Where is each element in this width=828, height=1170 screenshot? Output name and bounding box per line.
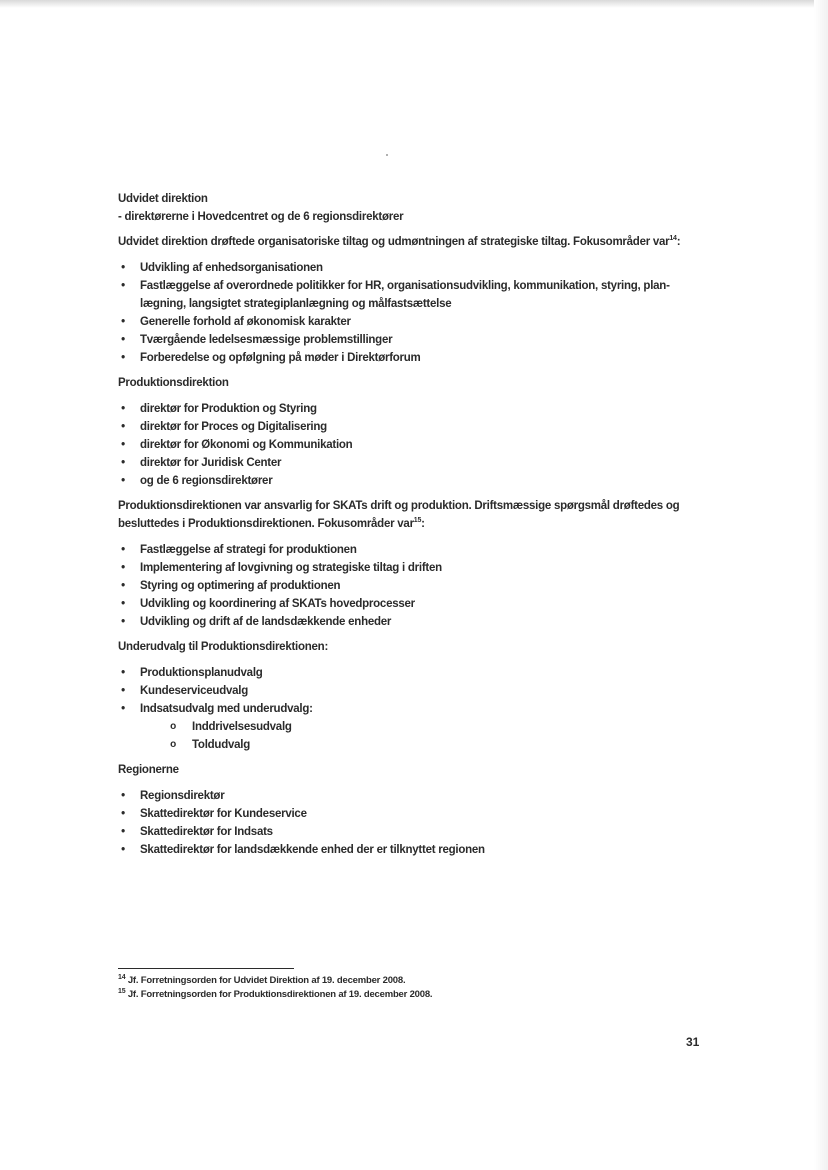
list-item <box>118 787 718 805</box>
bullet-icon: • <box>121 403 125 415</box>
list-item-text: Skattedirektør for Indsats <box>140 826 273 838</box>
bullet-icon: • <box>121 439 125 451</box>
list-item <box>118 349 718 367</box>
bullet-icon: • <box>121 475 125 487</box>
circle-bullet-icon: o <box>170 739 176 750</box>
list-item <box>118 559 718 577</box>
list-item-text: direktør for Juridisk Center <box>140 457 282 469</box>
bullet-icon: • <box>121 703 125 715</box>
scan-edge-top <box>0 0 828 8</box>
bullet-icon: • <box>121 790 125 802</box>
footnote-text: Jf. Forretningsorden for Produktionsdirektionen af 19. december 2008. <box>125 989 433 1000</box>
list-item <box>118 400 718 418</box>
sub-list-item <box>118 736 718 754</box>
list-item <box>118 805 718 823</box>
bullet-icon: • <box>121 808 125 820</box>
list-item-text: Skattedirektør for Kundeservice <box>140 808 307 820</box>
list-item-text: Forberedelse og opfølgning på møder i Direktørforum <box>140 352 421 364</box>
paragraph-colon: : <box>676 236 681 248</box>
bullet-icon: • <box>121 421 125 433</box>
list-item-text: Regionsdirektør <box>140 790 225 802</box>
list-item-text: Udvikling og drift af de landsdækkende enheder <box>140 616 392 628</box>
sub-list-item-text: Inddrivelsesudvalg <box>192 721 292 733</box>
list-item <box>118 700 718 718</box>
page-number: 31 <box>686 1035 700 1049</box>
footnotes <box>118 974 718 1002</box>
list-item <box>118 259 718 277</box>
list-item-text: og de 6 regionsdirektører <box>140 475 273 487</box>
list-item-text: Implementering af lovgivning og strategiske tiltag i driften <box>140 562 442 574</box>
footnote-number: 15 <box>118 987 126 995</box>
list-item-text: Fastlæggelse af strategi for produktionen <box>140 544 357 556</box>
sub-list-item-text: Toldudvalg <box>192 739 250 751</box>
document-body <box>118 190 718 859</box>
bullet-icon: • <box>121 667 125 679</box>
list-item <box>118 823 718 841</box>
list-underudvalg-sub <box>118 718 718 754</box>
list-item <box>118 541 718 559</box>
list-produktion-focus <box>118 541 718 631</box>
list-item-text-continued: lægning, langsigtet strategiplanlægning og målfastsættelse <box>140 298 452 310</box>
footnote-15 <box>118 988 718 1002</box>
list-item-text: Tværgående ledelsesmæssige problemstillinger <box>140 334 393 346</box>
list-item-text: Styring og optimering af produktionen <box>140 580 341 592</box>
list-item <box>118 595 718 613</box>
list-item-text: Skattedirektør for landsdækkende enhed der er tilknyttet regionen <box>140 844 485 856</box>
footnote-ref-15: 15 <box>413 517 422 525</box>
list-item <box>118 577 718 595</box>
list-item-text: Produktionsplanudvalg <box>140 667 263 679</box>
bullet-icon: • <box>121 826 125 838</box>
bullet-icon: • <box>121 457 125 469</box>
bullet-icon: • <box>121 280 125 292</box>
footnote-text: Jf. Forretningsorden for Udvidet Direktion af 19. december 2008. <box>125 975 406 986</box>
list-item <box>118 472 718 490</box>
sub-list-item <box>118 718 718 736</box>
bullet-icon: • <box>121 844 125 856</box>
list-item-text: Udvikling og koordinering af SKATs hovedprocesser <box>140 598 415 610</box>
paragraph-text-line1: Produktionsdirektionen var ansvarlig for SKATs drift og produktion. Driftsmæssige spørgsmål drøftedes og <box>118 500 680 512</box>
paragraph-text-line2: besluttedes i Produktionsdirektionen. Fokusområder var <box>118 518 414 530</box>
section-title-udvidet-direktion: Udvidet direktion <box>118 193 208 205</box>
bullet-icon: • <box>121 598 125 610</box>
list-item-text: direktør for Proces og Digitalisering <box>140 421 327 433</box>
bullet-icon: • <box>121 544 125 556</box>
list-produktion-members <box>118 400 718 490</box>
list-item <box>118 682 718 700</box>
list-item <box>118 436 718 454</box>
list-underudvalg <box>118 664 718 718</box>
footnote-number: 14 <box>118 973 126 981</box>
list-item-text: Kundeserviceudvalg <box>140 685 248 697</box>
scan-speck <box>386 154 388 156</box>
paragraph-produktion-intro <box>118 497 718 533</box>
list-item <box>118 331 718 349</box>
list-item <box>118 664 718 682</box>
list-item-text: Udvikling af enhedsorganisationen <box>140 262 323 274</box>
bullet-icon: • <box>121 334 125 346</box>
list-item <box>118 277 718 313</box>
paragraph-udvidet-intro <box>118 233 718 251</box>
bullet-icon: • <box>121 262 125 274</box>
list-item <box>118 418 718 436</box>
section-title-produktionsdirektion: Produktionsdirektion <box>118 377 229 389</box>
bullet-icon: • <box>121 616 125 628</box>
bullet-icon: • <box>121 352 125 364</box>
circle-bullet-icon: o <box>170 721 176 732</box>
bullet-icon: • <box>121 580 125 592</box>
paragraph-text: Udvidet direktion drøftede organisatoriske tiltag og udmøntningen af strategiske tiltag. Fokusområder var <box>118 236 670 248</box>
list-item-text: Generelle forhold af økonomisk karakter <box>140 316 351 328</box>
list-item <box>118 613 718 631</box>
paragraph-colon: : <box>421 518 425 530</box>
scan-edge-right <box>814 0 828 1170</box>
bullet-icon: • <box>121 316 125 328</box>
section-subtitle-udvidet-direktion: - direktørerne i Hovedcentret og de 6 regionsdirektører <box>118 211 404 223</box>
footnote-divider <box>118 968 294 969</box>
list-item-text: Fastlæggelse af overordnede politikker for HR, organisationsudvikling, kommunikation, styring, plan- <box>140 280 670 292</box>
list-item-text: direktør for Produktion og Styring <box>140 403 317 415</box>
list-regionerne <box>118 787 718 859</box>
list-item-text: Indsatsudvalg med underudvalg: <box>140 703 313 715</box>
list-item <box>118 454 718 472</box>
list-udvidet-focus <box>118 259 718 367</box>
section-title-underudvalg: Underudvalg til Produktionsdirektionen: <box>118 641 329 653</box>
footnote-ref-14: 14 <box>669 235 677 243</box>
list-item-text: direktør for Økonomi og Kommunikation <box>140 439 353 451</box>
bullet-icon: • <box>121 562 125 574</box>
section-title-regionerne: Regionerne <box>118 764 179 776</box>
bullet-icon: • <box>121 685 125 697</box>
footnote-14 <box>118 974 718 988</box>
list-item <box>118 841 718 859</box>
list-item <box>118 313 718 331</box>
